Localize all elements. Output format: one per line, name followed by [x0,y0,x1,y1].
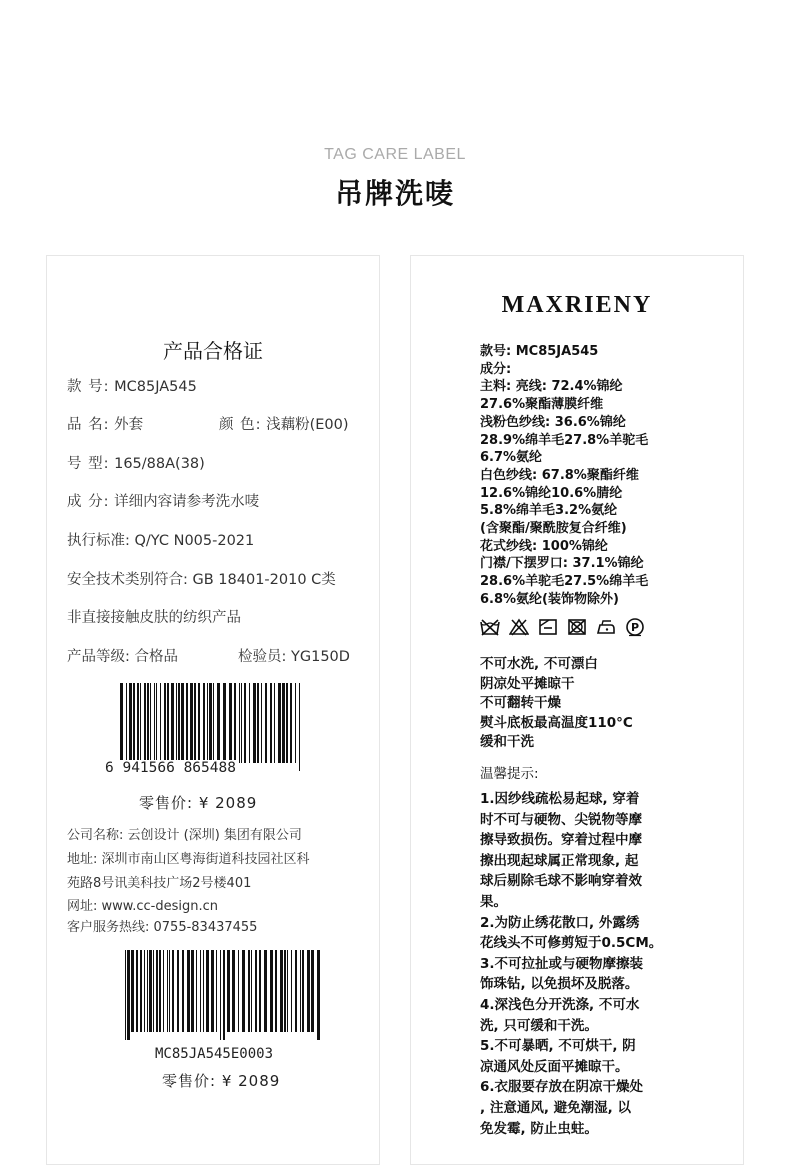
barcode-bar [137,683,139,763]
composition-line: 6.7%氨纶 [480,450,543,466]
barcode-bar [244,683,246,763]
barcode-bar [206,950,209,1032]
barcode-bar [133,683,135,763]
tip-line: 花线头不可修剪短于0.5CM。 [480,935,663,952]
svg-text:P: P [630,621,640,634]
barcode-bar [259,950,261,1032]
barcode-bar [167,683,169,763]
barcode-bar [217,683,220,763]
barcode-bar [136,950,138,1032]
barcode-bar [211,950,214,1032]
barcode-bar [150,683,151,763]
composition-line: (含聚酯/聚酰胺复合纤维) [480,521,627,536]
barcode-bar [284,950,286,1032]
barcode-bar [232,950,235,1032]
sku-barcode [123,950,323,1042]
tip-line: 饰珠钻, 以免损坏及脱落。 [480,976,639,993]
standard-value: Q/YC N005-2021 [134,533,255,549]
barcode-bar [167,950,168,1032]
barcode-bar [203,950,204,1032]
barcode-bar [147,683,149,763]
composition-line: 门襟/下摆罗口: 37.1%锦纶 [480,556,644,572]
barcode-bar [203,683,205,763]
ean-barcode-digits: 6 941566 865488 [105,760,236,776]
tip-line: 4.深浅色分开洗涤, 不可水 [480,997,640,1013]
barcode-bar [144,683,146,763]
name-row [67,413,143,434]
color-row [219,413,349,434]
barcode-bar [249,683,250,763]
size-row [67,452,205,473]
barcode-bar [238,950,239,1032]
barcode-bar [299,683,300,771]
inspector-value: YG150D [291,649,350,665]
name-value: 外套 [114,417,144,433]
barcode-bar [198,683,200,763]
color-label: 颜 色: [219,417,262,433]
barcode-bar [270,950,273,1032]
header-subtitle: TAG CARE LABEL [324,146,466,163]
brand-logo: MAXRIENY [501,292,653,318]
tip-line: 凉通风处反面平摊晾干。 [480,1058,629,1075]
safety-line-1: 安全技术类别符合: GB 18401-2010 C类 [67,572,336,588]
composition-row [67,490,259,511]
barcode-bar [213,683,214,771]
composition-line: 28.6%羊驼毛27.5%绵羊毛 [480,574,649,590]
grade-value: 合格品 [134,649,178,665]
barcode-bar [187,950,190,1032]
barcode-bar [290,683,292,763]
barcode-bar [200,950,201,1032]
barcode-bar [265,683,267,763]
barcode-bar [172,950,174,1032]
style-value: MC85JA545 [114,379,197,395]
barcode-bar [125,950,126,1040]
barcode-bar [264,950,267,1032]
barcode-bar [280,950,283,1032]
composition-line: 浅粉色纱线: 36.6%锦纶 [480,414,626,430]
barcode-bar [186,683,188,763]
care-line: 缓和干洗 [480,734,534,750]
certificate-title: 产品合格证 [163,339,263,363]
barcode-bar [177,950,179,1032]
barcode-bar [239,683,240,763]
barcode-bar [229,683,232,763]
composition-line: 12.6%锦纶10.6%腈纶 [480,485,623,501]
barcode-bar [147,950,148,1032]
tips-title: 温馨提示: [480,766,539,782]
barcode-bar [153,950,154,1032]
barcode-bar [131,950,134,1032]
barcode-bar [234,683,236,763]
style-row [67,375,197,396]
tip-line: 1.因纱线疏松易起球, 穿着 [480,791,640,807]
composition-line: 28.9%绵羊毛27.8%羊驼毛 [480,432,649,448]
size-value: 165/88A(38) [114,456,205,472]
tip-line: 擦导致损伤。穿着过程中摩 [480,832,642,849]
grade-label: 产品等级: [67,649,130,665]
composition-line: 主料: 亮线: 72.4%锦纶 [480,379,623,395]
barcode-bar [295,950,297,1032]
tip-line: 3.不可拉扯或与硬物摩擦装 [480,955,644,972]
barcode-bar [248,950,250,1032]
composition-line: 6.8%氨纶(装饰物除外) [480,591,619,607]
company-name: 公司名称: 云创设计 (深圳) 集团有限公司 [67,828,302,843]
barcode-bar [176,683,177,763]
company-address-2: 苑路8号讯美科技广场2号楼401 [67,876,252,891]
professional-dryclean-p-icon [625,617,645,637]
barcode-bar [169,950,170,1032]
barcode-bar [144,950,145,1032]
page-title: 吊牌洗唛 [334,177,455,210]
sku-barcode-code: MC85JA545E0003 [155,1046,274,1062]
barcode-bar [164,683,166,763]
standard-row [67,529,254,550]
barcode-bar [286,683,288,763]
company-hotline: 客户服务热线: 0755-83437455 [67,920,258,935]
tip-line: 时不可与硬物、尖锐物等摩 [480,811,642,828]
inspector-row [238,645,350,666]
color-value: 浅藕粉(E00) [266,417,349,433]
barcode-bar [129,683,132,763]
shade-flat-dry-icon [538,617,558,637]
barcode-bar [163,950,164,1032]
barcode-bar [154,683,155,763]
barcode-bar [295,683,296,763]
barcode-bar [253,683,256,763]
safety-line-2: 非直接接触皮肤的纺织产品 [67,610,241,626]
barcode-bar [300,950,301,1032]
no-bleach-icon [509,617,529,637]
barcode-bar [227,950,230,1032]
barcode-bar [120,683,123,771]
company-address-1: 地址: 深圳市南山区粤海街道科技园社区科 [67,852,310,867]
tip-line: , 注意通风, 避免潮湿, 以 [480,1100,631,1116]
iron-low-icon [596,617,616,637]
no-wash-icon [480,617,500,637]
tip-line: 免发霉, 防止虫蛀。 [480,1120,598,1137]
name-label: 品 名: [67,417,110,433]
barcode-bar [196,950,197,1032]
barcode-bar [149,950,152,1032]
barcode-bar [255,950,257,1032]
barcode-bar [220,950,221,1040]
barcode-bar [160,683,161,763]
barcode-bar [302,950,304,1032]
barcode-bar [242,950,245,1032]
composition-line: 白色纱线: 67.8%聚酯纤维 [480,467,639,483]
retail-price-1: 零售价: ¥ 2089 [139,794,258,812]
barcode-bar [194,683,196,763]
barcode-bar [257,683,259,763]
barcode-bar [209,683,212,763]
barcode-bar [251,950,252,1032]
composition-line: 5.8%绵羊毛3.2%氨纶 [480,503,618,519]
barcode-bar [317,950,320,1040]
tip-line: 5.不可暴晒, 不可烘干, 阴 [480,1038,636,1055]
size-label: 号 型: [67,456,110,472]
tip-line: 洗, 只可缓和干洗。 [480,1017,598,1034]
tip-line: 擦出现起球属正常现象, 起 [480,852,639,869]
care-line: 不可水洗, 不可漂白 [480,656,598,672]
barcode-bar [307,950,310,1032]
composition-line: 27.6%聚酯薄膜纤维 [480,397,604,413]
barcode-bar [182,950,184,1032]
barcode-bar [159,950,161,1032]
barcode-bar [282,683,285,763]
barcode-bar [278,683,281,763]
inspector-label: 检验员: [238,649,287,665]
barcode-bar [140,950,142,1032]
standard-label: 执行标准: [67,533,130,549]
barcode-bar [270,683,272,763]
barcode-bar [311,950,314,1032]
barcode-bar [156,683,157,763]
composition-line: 成分: [480,361,512,377]
barcode-bar [171,683,174,763]
barcode-bar [140,683,141,763]
barcode-bar [223,683,226,763]
care-line: 不可翻转干燥 [480,695,561,711]
company-website: 网址: www.cc-design.cn [67,899,218,914]
barcode-bar [216,950,217,1032]
care-line: 熨斗底板最高温度110°C [480,714,633,731]
barcode-bar [291,950,292,1032]
barcode-bar [223,950,225,1040]
tip-line: 2.为防止绣花散口, 外露绣 [480,914,640,931]
tip-line: 果。 [480,894,507,910]
barcode-bar [274,683,275,763]
composition-value: 详细内容请参考洗水唛 [114,494,260,510]
barcode-bar [156,950,158,1032]
barcode-bar [178,683,180,763]
style-label: 款 号: [67,379,110,395]
tip-line: 球后剔除毛球不影响穿着效 [480,873,642,890]
no-tumble-dry-icon [567,617,587,637]
barcode-bar [191,950,194,1032]
care-icons-row [480,617,645,637]
care-line: 阴凉处平摊晾干 [480,675,575,692]
barcode-bar [275,950,277,1032]
barcode-bar [126,683,127,763]
composition-line: 花式纱线: 100%锦纶 [480,538,608,554]
composition-label: 成 分: [67,494,110,510]
grade-row [67,645,178,666]
tip-line: 6.衣服要存放在阴凉干燥处 [480,1079,644,1096]
barcode-bar [261,683,262,763]
composition-line: 款号: MC85JA545 [480,344,599,359]
retail-price-2: 零售价: ¥ 2089 [162,1072,281,1090]
barcode-bar [190,683,193,763]
barcode-bar [287,950,288,1032]
barcode-bar [207,683,208,763]
barcode-bar [181,683,184,763]
sku-barcode-bars [123,950,323,1042]
barcode-bar [127,950,130,1040]
barcode-bar [241,683,242,763]
